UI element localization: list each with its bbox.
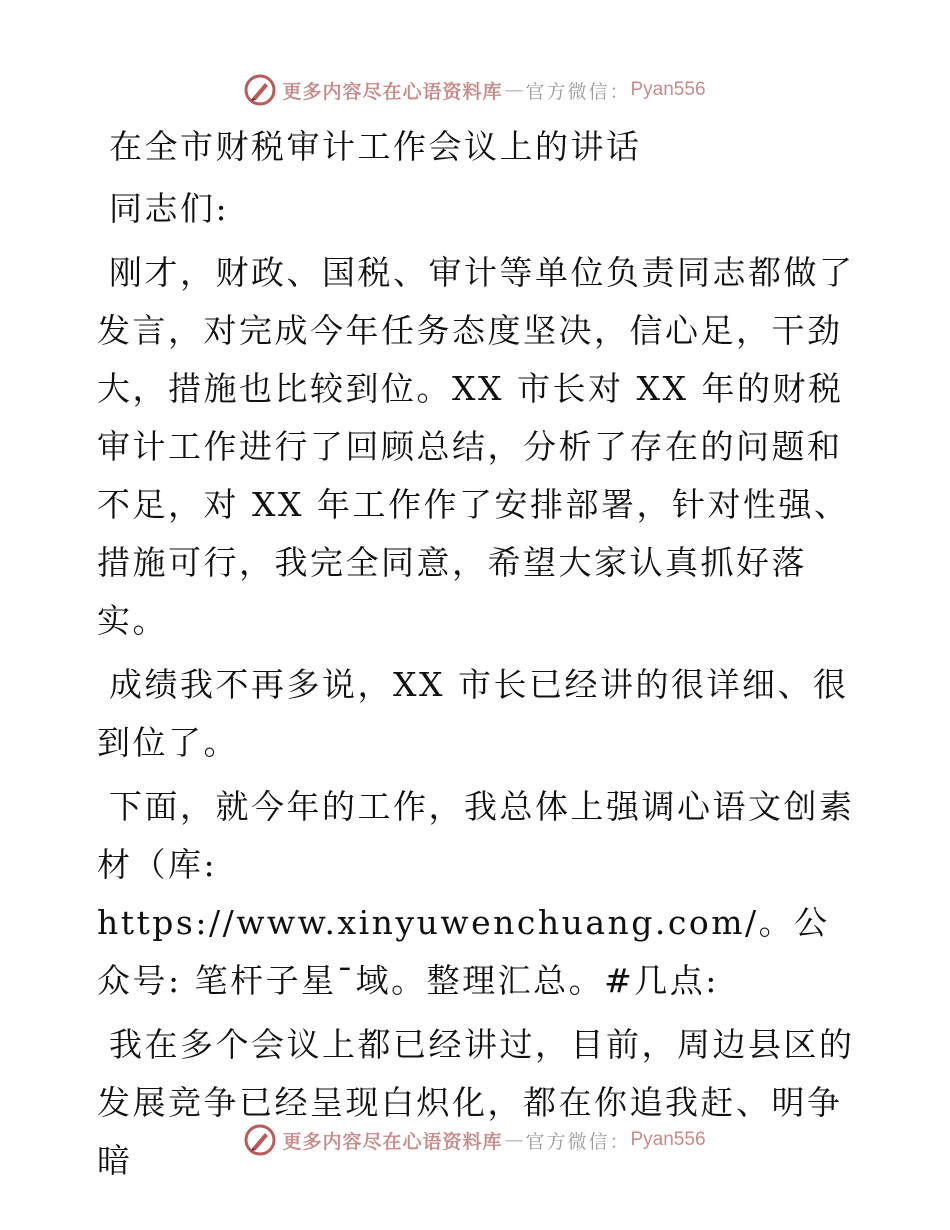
paragraph: 我在多个会议上都已经讲过，目前，周边县区的发展竞争已经呈现白炽化，都在你追我赶、明争暗 — [97, 1025, 855, 1180]
watermark-wechat-id: Pyan556 — [630, 1129, 706, 1150]
paragraph: 刚才，财政、国税、审计等单位负责同志都做了发言，对完成今年任务态度坚决，信心足，干劲大，措施也比较到位。XX 市长对 XX 年的财税审计工作进行了回顾总结，分析了存在的问题和不足，对 XX 年工作作了安排部署，针对性强、措施可行，我完全同意，希望大家认真抓好落实。 — [97, 253, 855, 640]
greeting: 同志们: — [109, 189, 230, 228]
watermark-site-text: 更多内容尽在心语资料库 — [282, 1130, 503, 1153]
document-title: 在全市财税审计工作会议上的讲话 — [109, 127, 642, 166]
pen-logo-icon — [244, 74, 276, 106]
header-watermark — [0, 70, 950, 110]
document-body — [97, 118, 857, 1196]
watermark-wechat-id: Pyan556 — [630, 79, 706, 100]
watermark-official-label: 官方微信： — [525, 1130, 631, 1153]
watermark-site-text: 更多内容尽在心语资料库 — [282, 80, 503, 103]
watermark-official-label: 官方微信： — [525, 80, 631, 103]
footer-watermark — [0, 1120, 950, 1160]
paragraph: 下面，就今年的工作，我总体上强调心语文创素材（库: https://www.xinyuwenchuang.com/。公众号: 笔杆子星¯域。整理汇总。#几点: — [97, 787, 855, 1000]
watermark-separator: — — [504, 1129, 524, 1151]
pen-logo-icon — [244, 1124, 276, 1156]
watermark-separator: — — [504, 79, 524, 101]
paragraph: 成绩我不再多说，XX 市长已经讲的很详细、很到位了。 — [97, 665, 849, 762]
